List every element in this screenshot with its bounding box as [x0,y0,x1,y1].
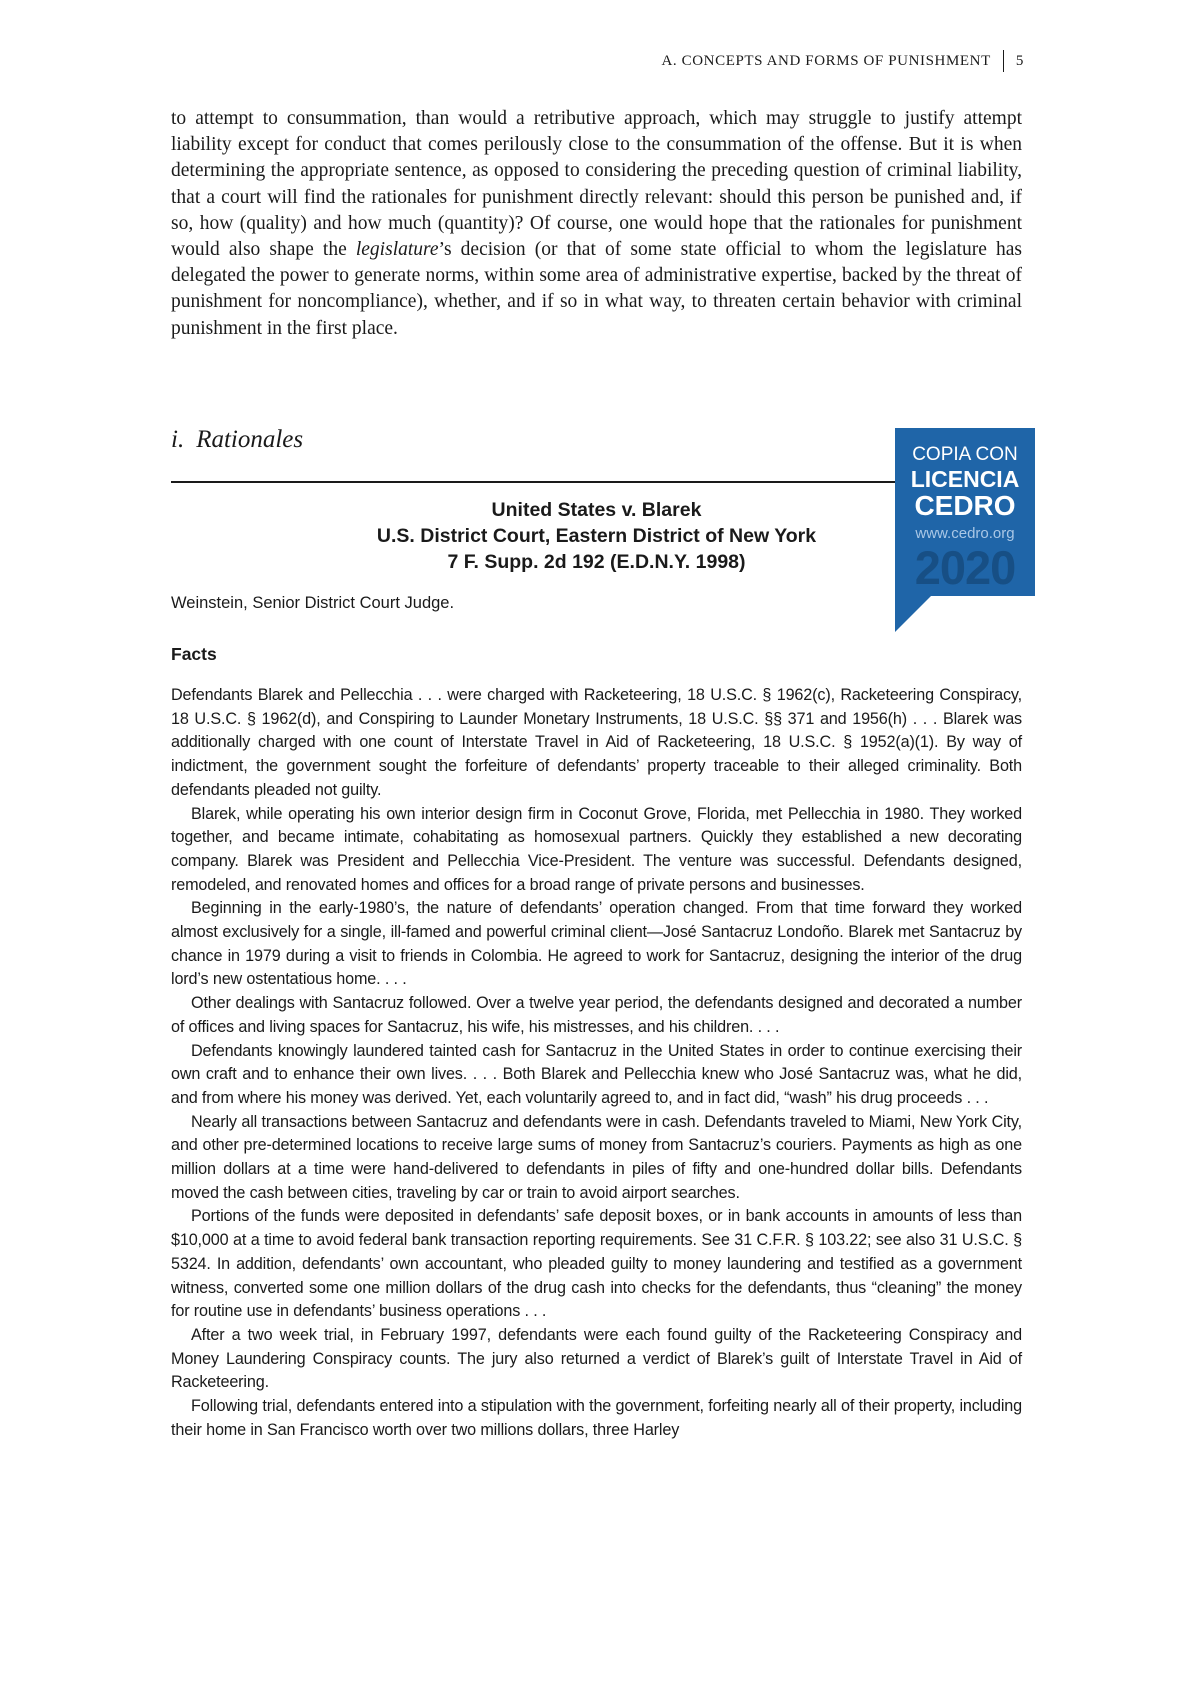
header-divider [1003,50,1004,72]
badge-tail-shape [895,596,931,632]
facts-paragraph: Other dealings with Santacruz followed. Over a twelve year period, the defendants designed and decorated a number of offices and living spaces for Santacruz, his wife, his mistresses, and his children. . . . [171,994,1022,1036]
section-rule [171,481,896,483]
badge-line-2: LICENCIA [910,466,1020,492]
intro-italic-term: legislature [355,239,439,261]
case-name: United States v. Blarek [491,499,702,521]
judge-line: Weinstein, Senior District Court Judge. [171,594,455,612]
badge-url: www.cedro.org [915,525,1015,542]
facts-body [171,684,1022,1443]
facts-paragraph: Beginning in the early-1980’s, the nature of defendants’ operation changed. From that time forward they worked almost exclusively for a single, ill-famed and powerful criminal client—José Santacruz Londoño. Blarek met Santacruz by chance in 1979 during a visit to friends in Colombia. He agreed to work for Santacruz, designing the interior of the drug lord’s new ostentatious home. . . . [171,899,1022,989]
case-court: U.S. District Court, Eastern District of New York [376,525,817,547]
page-number: 5 [1015,52,1024,69]
intro-text [171,106,1022,342]
section-title: A. CONCEPTS AND FORMS OF PUNISHMENT [661,52,991,69]
cedro-license-badge [895,428,1035,596]
facts-paragraph: Defendants knowingly laundered tainted cash for Santacruz in the United States in order to continue exercising their own craft and to enhance their own lives. . . . Both Blarek and Pellecchia knew who José Santacruz was, what he did, and from where his money was derived. Yet, each voluntarily agreed to, and in fact did, “wash” his drug proceeds . . . [171,1041,1022,1107]
badge-year: 2020 [914,541,1016,594]
intro-text-part: ’s decision (or that of some state official to whom the legislature has delegated the power to generate norms, within some area of administrative expertise, backed by the threat of punishment for noncompliance), whether, and if so in what way, to threaten certain behavior with criminal punishment in the first place. [171,239,1022,339]
badge-line-3: CEDRO [914,490,1016,521]
intro-paragraph [171,106,1022,342]
facts-paragraph: Nearly all transactions between Santacruz and defendants were in cash. Defendants traveled to Miami, New York City, and other pre-determined locations to receive large sums of money from Santacruz’s couriers. Payments as high as one million dollars at a time were hand-delivered to defendants in piles of fifty and one-hundred dollar bills. Defendants moved the cash between cities, traveling by car or train to avoid airport searches. [171,1112,1022,1202]
facts-heading: Facts [171,644,217,664]
intro-text-part: to attempt to consummation, than would a retributive approach, which may struggle to justify attempt liability except for conduct that comes perilously close to the consummation of the offense. But it is when determining the appropriate sentence, as opposed to considering the preceding question of criminal liability, that a court will find the rationales for punishment directly relevant: should this person be punished and, if so, how (quality) and how much (quantity)? Of course, one would hope that the rationales for punishment would also shape the [171,108,1022,261]
case-citation: 7 F. Supp. 2d 192 (E.D.N.Y. 1998) [447,551,746,573]
running-head [661,50,1024,72]
facts-paragraph: Blarek, while operating his own interior design firm in Coconut Grove, Florida, met Pellecchia in 1980. They worked together, and became intimate, cohabitating as homosexual partners. Quickly they established a new decorating company. Blarek was President and Pellecchia Vice-President. The venture was successful. Defendants designed, remodeled, and renovated homes and offices for a broad range of private persons and businesses. [171,804,1022,894]
facts-paragraph: After a two week trial, in February 1997, defendants were each found guilty of the Racketeering Conspiracy and Money Laundering Conspiracy counts. The jury also returned a verdict of Blarek’s guilt of Interstate Travel in Aid of Racketeering. [171,1325,1022,1392]
facts-paragraph: Following trial, defendants entered into a stipulation with the government, forfeiting nearly all of their property, including their home in San Francisco worth over two millions dollars, three Harley [171,1397,1022,1439]
section-number: i. [171,426,185,453]
facts-paragraph: Portions of the funds were deposited in defendants’ safe deposit boxes, or in bank accounts in amounts of less than $10,000 at a time to avoid federal bank transaction reporting requirements. See 31 C.F.R. § 103.22; see also 31 U.S.C. § 5324. In addition, defendants’ own accountant, who pleaded guilty to money laundering and testified as a government witness, converted some one million dollars of the drug cash into checks for the defendants, thus “cleaning” the money for routine use in defendants’ business operations . . . [171,1207,1022,1321]
section-title-text: Rationales [196,426,304,453]
section-heading [171,426,303,454]
badge-line-1: COPIA CON [912,444,1018,465]
facts-paragraph: Defendants Blarek and Pellecchia . . . were charged with Racketeering, 18 U.S.C. § 1962(c), Racketeering Conspiracy, 18 U.S.C. § 1962(d), and Conspiring to Launder Monetary Instruments, 18 U.S.C. §§ 371 and 1956(h) . . . Blarek was additionally charged with one count of Interstate Travel in Aid of Racketeering, 18 U.S.C. § 1952(a)(1). By way of indictment, the government sought the forfeiture of defendants’ property traceable to their alleged criminality. Both defendants pleaded not guilty. [171,686,1022,799]
